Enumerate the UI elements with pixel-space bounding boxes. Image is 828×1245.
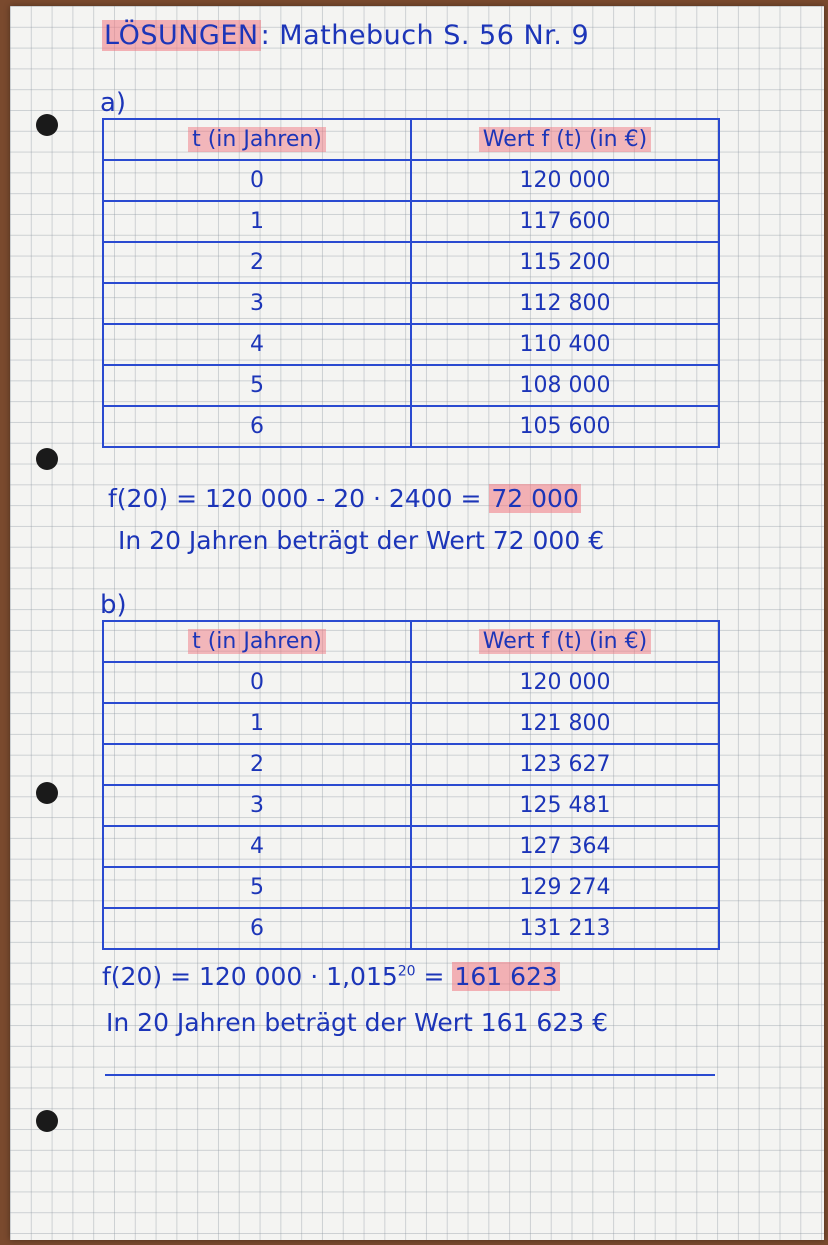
cell-t: 5 [103, 365, 411, 406]
cell-value: 123 627 [411, 744, 719, 785]
cell-value: 127 364 [411, 826, 719, 867]
cell-t: 3 [103, 283, 411, 324]
cell-value: 129 274 [411, 867, 719, 908]
table-row [103, 365, 719, 406]
cell-value: 115 200 [411, 242, 719, 283]
part-b-label: b) [100, 590, 127, 620]
cell-value: 110 400 [411, 324, 719, 365]
formula-a-prefix: f(20) = 120 000 - 20 · 2400 = [108, 484, 482, 513]
punch-hole [36, 782, 58, 804]
table-row [103, 744, 719, 785]
cell-value: 125 481 [411, 785, 719, 826]
table-row [103, 324, 719, 365]
table-row [103, 908, 719, 949]
formula-b [102, 962, 560, 991]
formula-b-equals: = [423, 962, 445, 991]
cell-t: 4 [103, 324, 411, 365]
cell-value: 105 600 [411, 406, 719, 447]
formula-b-result: 161 623 [454, 962, 558, 991]
cell-t: 1 [103, 201, 411, 242]
cell-t: 6 [103, 406, 411, 447]
cell-t: 4 [103, 826, 411, 867]
notebook-page [10, 6, 824, 1240]
cell-value: 112 800 [411, 283, 719, 324]
table-row [103, 283, 719, 324]
header-wert: Wert f (t) (in €) [411, 119, 719, 160]
cell-t: 2 [103, 242, 411, 283]
sentence-a: In 20 Jahren beträgt der Wert 72 000 € [118, 526, 605, 555]
cell-t: 0 [103, 160, 411, 201]
table-row [103, 662, 719, 703]
table-row [103, 867, 719, 908]
header-t: t (in Jahren) [103, 621, 411, 662]
table-row [103, 160, 719, 201]
cell-t: 1 [103, 703, 411, 744]
cell-t: 2 [103, 744, 411, 785]
header-wert: Wert f (t) (in €) [411, 621, 719, 662]
cell-t: 0 [103, 662, 411, 703]
cell-value: 108 000 [411, 365, 719, 406]
page-title [102, 20, 589, 51]
table-row [103, 785, 719, 826]
underline-rule [105, 1074, 715, 1076]
table-header-row [103, 119, 719, 160]
table-row [103, 703, 719, 744]
formula-b-exponent: 20 [397, 963, 416, 980]
punch-hole [36, 448, 58, 470]
table-header-row [103, 621, 719, 662]
header-t: t (in Jahren) [103, 119, 411, 160]
table-b [102, 620, 720, 950]
cell-value: 117 600 [411, 201, 719, 242]
sentence-b: In 20 Jahren beträgt der Wert 161 623 € [106, 1008, 609, 1037]
formula-b-prefix: f(20) = 120 000 · 1,015 [102, 962, 398, 991]
cell-value: 120 000 [411, 160, 719, 201]
cell-value: 120 000 [411, 662, 719, 703]
cell-value: 121 800 [411, 703, 719, 744]
formula-a [108, 484, 581, 513]
cell-value: 131 213 [411, 908, 719, 949]
punch-hole [36, 1110, 58, 1132]
cell-t: 3 [103, 785, 411, 826]
table-row [103, 406, 719, 447]
cell-t: 6 [103, 908, 411, 949]
title-rest: : Mathebuch S. 56 Nr. 9 [260, 20, 590, 51]
formula-a-result: 72 000 [491, 484, 579, 513]
table-row [103, 201, 719, 242]
punch-hole [36, 114, 58, 136]
cell-t: 5 [103, 867, 411, 908]
table-a [102, 118, 720, 448]
table-row [103, 826, 719, 867]
table-row [103, 242, 719, 283]
title-highlight: LÖSUNGEN [104, 20, 259, 51]
part-a-label: a) [100, 88, 127, 118]
